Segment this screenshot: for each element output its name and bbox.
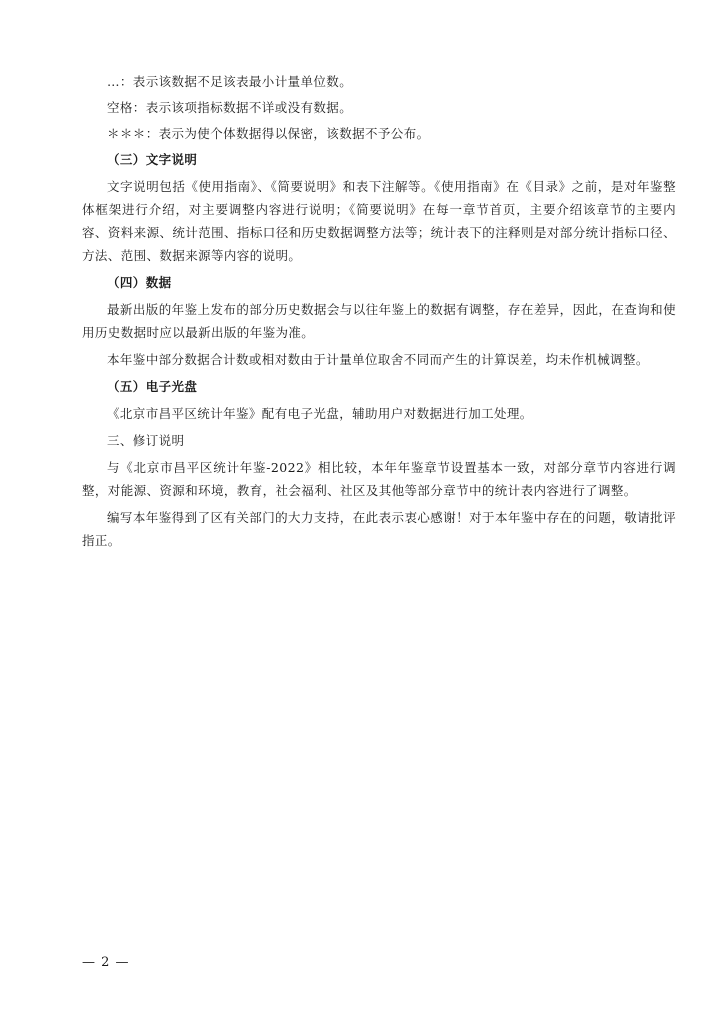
paragraph-data-history: 最新出版的年鉴上发布的部分历史数据会与以往年鉴上的数据有调整，存在差异，因此，在查询和使用历史数据时应以最新出版的年鉴为准。 [82, 302, 676, 340]
legend-stars: ＊＊＊：表示为使个体数据得以保密，该数据不予公布。 [107, 126, 430, 141]
paragraph-text-description: 文字说明包括《使用指南》、《简要说明》和表下注解等。《使用指南》在《目录》之前，是对年鉴整体框架进行介绍，对主要调整内容进行说明；《简要说明》在每一章节首页，主要介绍该章节的主要内容、资料来源、统计范围、指标口径和历史数据调整方法等；统计表下的注释则是对部分统计指标口径、方法、范围、数据来源等内容的说明。 [82, 179, 676, 263]
heading-text-description: （三）文字说明 [107, 152, 198, 167]
paragraph-thanks: 编写本年鉴得到了区有关部门的大力支持，在此表示衷心感谢！对于本年鉴中存在的问题，敬请批评指正。 [82, 510, 676, 548]
page-number: — 2 — [82, 955, 130, 970]
paragraph-electronic-disc: 《北京市昌平区统计年鉴》配有电子光盘，辅助用户对数据进行加工处理。 [107, 406, 533, 421]
legend-blank: 空格：表示该项指标数据不详或没有数据。 [107, 100, 353, 115]
heading-electronic-disc: （五）电子光盘 [107, 379, 198, 394]
section-revision-notes: 三、修订说明 [107, 433, 185, 448]
document-page [82, 70, 676, 556]
legend-ellipsis: …：表示该数据不足该表最小计量单位数。 [107, 74, 353, 89]
paragraph-data-rounding: 本年鉴中部分数据合计数或相对数由于计量单位取舍不同而产生的计算误差，均未作机械调整。 [107, 352, 649, 367]
paragraph-revision: 与《北京市昌平区统计年鉴-2022》相比较，本年年鉴章节设置基本一致，对部分章节内容进行调整，对能源、资源和环境，教育，社会福利、社区及其他等部分章节中的统计表内容进行了调整。 [82, 460, 676, 498]
heading-data: （四）数据 [107, 275, 172, 290]
